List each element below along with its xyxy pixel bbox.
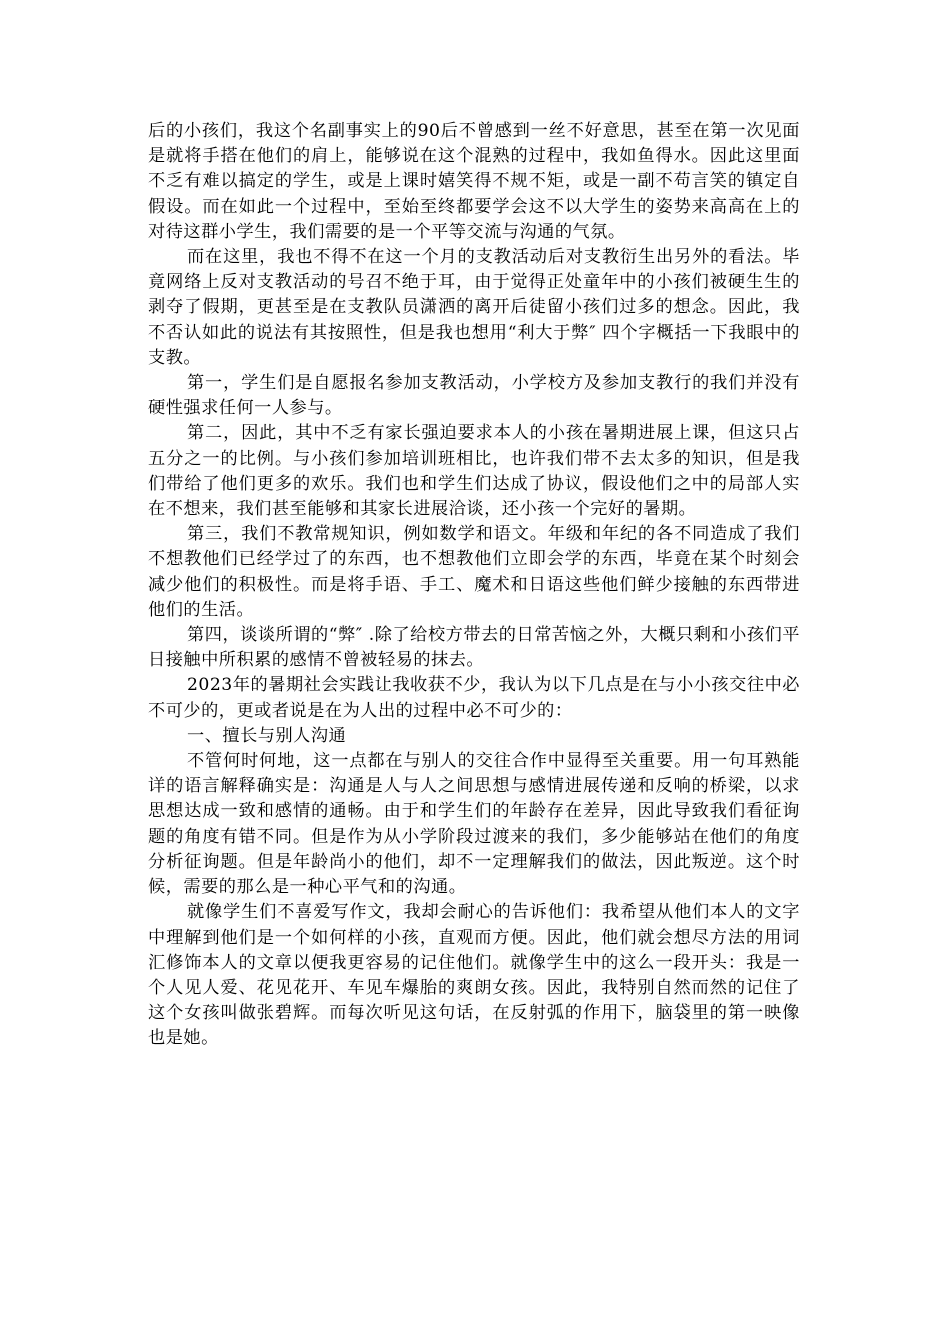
document-page xyxy=(148,119,800,1052)
paragraph-2: 而在这里，我也不得不在这一个月的支教活动后对支教衍生出另外的看法。毕竟网络上反对支教活动的号召不绝于耳，由于觉得正处童年中的小孩们被硬生生的剥夺了假期，更甚至是在支教队员潇洒的离开后徒留小孩们过多的想念。因此，我不否认如此的说法有其按照性，但是我也想用“利大于弊″ 四个字概括一下我眼中的支教。 xyxy=(148,247,800,368)
paragraph-5: 第三，我们不教常规知识，例如数学和语文。年级和年纪的各不同造成了我们不想教他们已经学过了的东西，也不想教他们立即会学的东西，毕竟在某个时刻会减少他们的积极性。而是将手语、手工、魔术和日语这些他们鲜少接触的东西带进他们的生活。 xyxy=(148,524,800,620)
paragraph-4: 第二，因此，其中不乏有家长强迫要求本人的小孩在暑期进展上课，但这只占五分之一的比例。与小孩们参加培训班相比，也许我们带不去太多的知识，但是我们带给了他们更多的欢乐。我们也和学生们达成了协议，假设他们之中的局部人实在不想来，我们甚至能够和其家长进展洽谈，还小孩一个完好的暑期。 xyxy=(148,423,800,520)
paragraph-3: 第一，学生们是自愿报名参加支教活动，小学校方及参加支教行的我们并没有硬性强求任何一人参与。 xyxy=(148,373,800,419)
paragraph-9: 就像学生们不喜爱写作文，我却会耐心的告诉他们：我希望从他们本人的文字中理解到他们是一个如何样的小孩，直观而方便。因此，他们就会想尽方法的用词汇修饰本人的文章以便我更容易的记住他们。就像学生中的这么一段开头：我是一个人见人爱、花见花开、车见车爆胎的爽朗女孩。因此，我特别自然而然的记住了这个女孩叫做张碧辉。而每次听见这句话，在反射弧的作用下，脑袋里的第一映像也是她。 xyxy=(148,902,800,1049)
paragraph-6: 第四，谈谈所谓的“弊″ .除了给校方带去的日常苦恼之外，大概只剩和小孩们平日接触中所积累的感情不曾被轻易的抹去。 xyxy=(148,625,800,671)
section-heading: 一、擅长与别人沟通 xyxy=(187,725,347,746)
paragraph-1: 后的小孩们，我这个名副事实上的90后不曾感到一丝不好意思，甚至在第一次见面是就将手搭在他们的肩上，能够说在这个混熟的过程中，我如鱼得水。因此这里面不乏有难以搞定的学生，或是上课时嬉笑得不规不矩，或是一副不苟言笑的镇定自假设。而在如此一个过程中，至始至终都要学会这不以大学生的姿势来高高在上的对待这群小学生，我们需要的是一个平等交流与沟通的气氛。 xyxy=(148,121,800,242)
paragraph-7: 2023年的暑期社会实践让我收获不少，我认为以下几点是在与小小孩交往中必不可少的，更或者说是在为人出的过程中必不可少的： xyxy=(148,675,800,721)
paragraph-8: 不管何时何地，这一点都在与别人的交往合作中显得至关重要。用一句耳熟能详的语言解释确实是：沟通是人与人之间思想与感情进展传递和反响的桥梁，以求思想达成一致和感情的通畅。由于和学生们的年龄存在差异，因此导致我们看征询题的角度有错不同。但是作为从小学阶段过渡来的我们，多少能够站在他们的角度分析征询题。但是年龄尚小的他们，却不一定理解我们的做法，因此叛逆。这个时候，需要的那么是一种心平气和的沟通。 xyxy=(148,751,800,898)
